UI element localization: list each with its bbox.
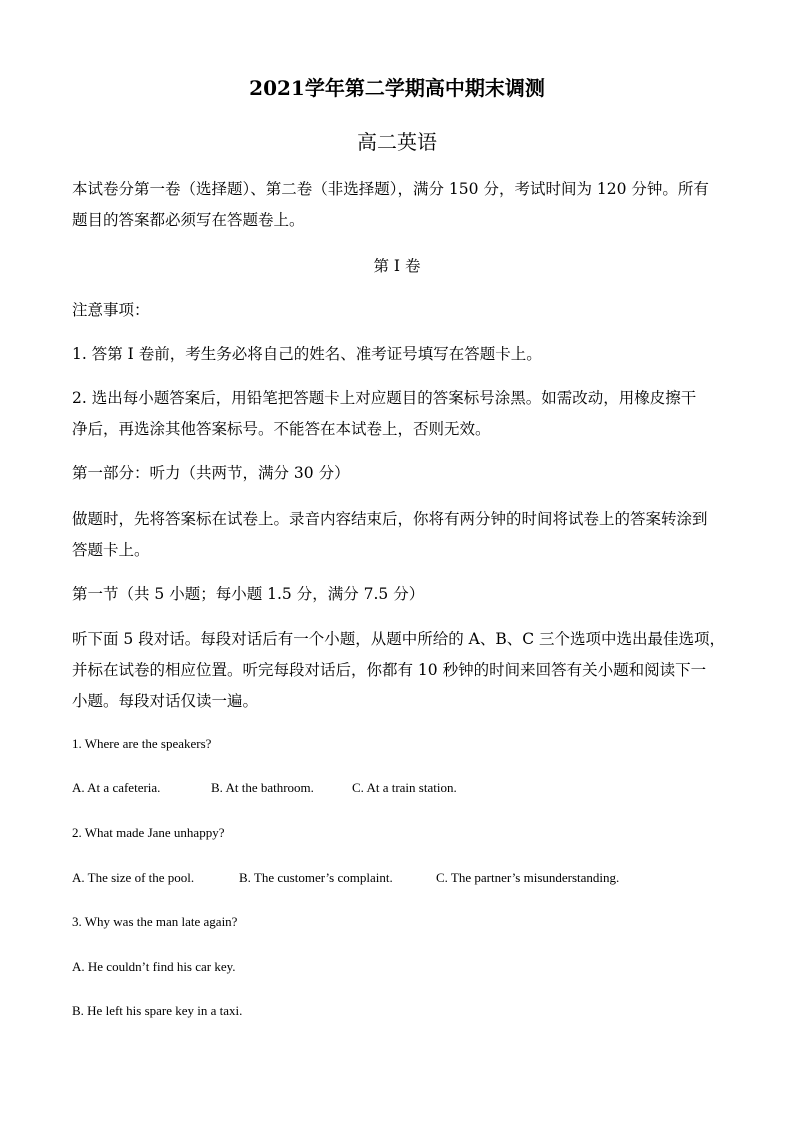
question-1-options — [72, 780, 457, 796]
intro-line-2: 题目的答案都必须写在答题卷上。 — [72, 211, 305, 229]
intro-line-1: 本试卷分第一卷（选择题）、第二卷（非选择题），满分 150 分，考试时间为 120 分钟。所有 — [72, 180, 709, 198]
question-1-option-a: A. At a cafeteria. — [72, 780, 161, 795]
question-3-option-b: B. He left his spare key in a taxi. — [72, 1003, 243, 1018]
question-1-option-c: C. At a train station. — [352, 780, 457, 795]
notes-item-2-line-1: 2. 选出每小题答案后，用铅笔把答题卡上对应题目的答案标号涂黑。如需改动，用橡皮擦干 — [72, 389, 697, 407]
question-2: 2. What made Jane unhappy? — [72, 825, 225, 840]
section1-desc-line-2: 并标在试卷的相应位置。听完每段对话后，你都有 10 秒钟的时间来回答有关小题和阅读下一 — [72, 661, 707, 679]
question-2-options — [72, 870, 619, 886]
section1-desc-line-1: 听下面 5 段对话。每段对话后有一个小题，从题中所给的 A、B、C 三个选项中选出最佳选项， — [72, 630, 726, 648]
section1-desc-line-3: 小题。每段对话仅读一遍。 — [72, 692, 259, 710]
notes-item-2-line-2: 净后，再选涂其他答案标号。不能答在本试卷上，否则无效。 — [72, 420, 491, 438]
part1-heading: 第一部分：听力（共两节，满分 30 分） — [72, 464, 350, 482]
section1-heading: 第一节（共 5 小题；每小题 1.5 分，满分 7.5 分） — [72, 585, 425, 603]
question-1-option-b: B. At the bathroom. — [211, 780, 314, 795]
question-2-option-a: A. The size of the pool. — [72, 870, 195, 885]
page-title: 2021学年第二学期高中期末调测 — [249, 76, 545, 100]
question-3-option-a: A. He couldn’t find his car key. — [72, 959, 236, 974]
volume-heading: 第 I 卷 — [373, 257, 421, 275]
question-3: 3. Why was the man late again? — [72, 914, 238, 929]
page-subtitle: 高二英语 — [357, 130, 437, 154]
part1-desc-line-1: 做题时，先将答案标在试卷上。录音内容结束后，你将有两分钟的时间将试卷上的答案转涂到 — [72, 510, 708, 528]
question-2-option-c: C. The partner’s misunderstanding. — [436, 870, 620, 885]
part1-desc-line-2: 答题卡上。 — [72, 541, 150, 559]
question-2-option-b: B. The customer’s complaint. — [239, 870, 393, 885]
notes-heading: 注意事项： — [72, 301, 150, 319]
question-1: 1. Where are the speakers? — [72, 736, 212, 751]
notes-item-1: 1. 答第 I 卷前，考生务必将自己的姓名、准考证号填写在答题卡上。 — [72, 345, 542, 363]
